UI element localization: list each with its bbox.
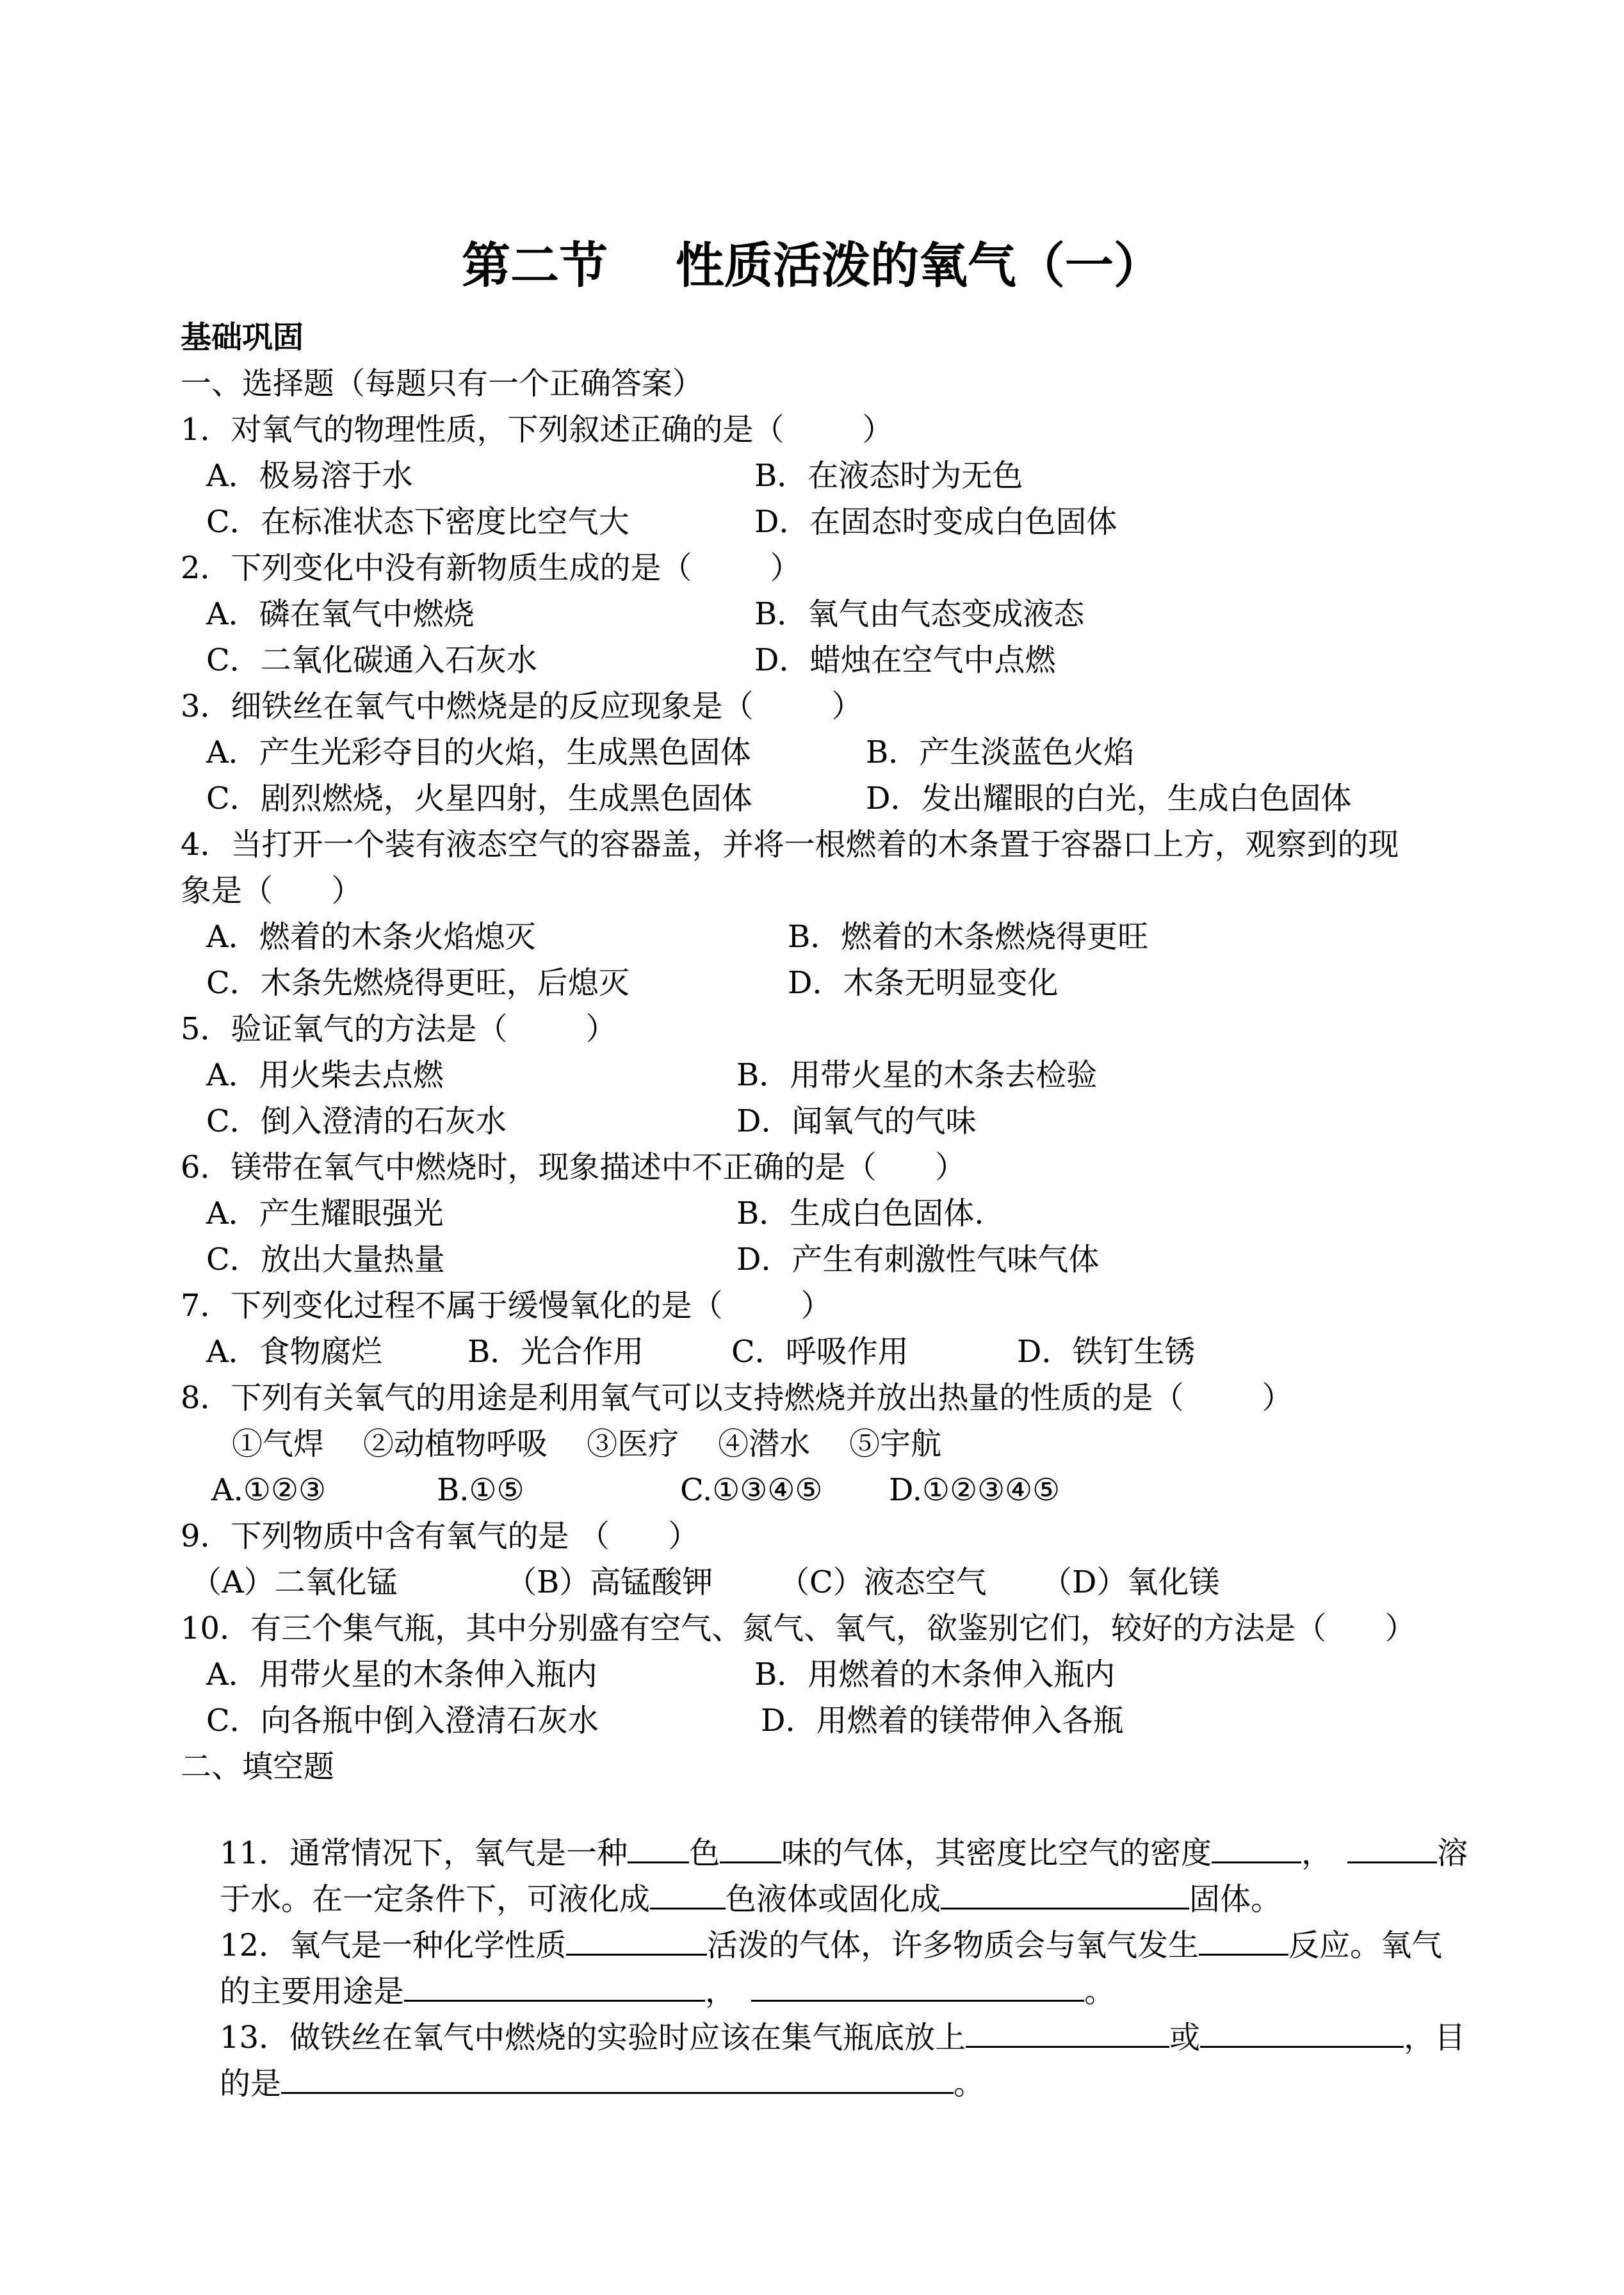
q11-text-a: 11．通常情况下，氧气是一种 [220,1835,628,1871]
q5-option-c: C．倒入澄清的石灰水 [206,1103,507,1139]
q4-option-c: C．木条先燃烧得更旺，后熄灭 [206,965,629,1001]
q2-option-d: D．蜡烛在空气中点燃 [754,642,1056,678]
q7-option-b: B．光合作用 [467,1334,644,1370]
q8-option-a: A.①②③ [211,1472,327,1508]
question-1-stem: 1．对氧气的物理性质，下列叙述正确的是（ ） [181,412,893,448]
q7-option-d: D．铁钉生锈 [1017,1334,1196,1370]
section-basic-heading: 基础巩固 [181,320,304,355]
q1-option-d: D．在固态时变成白色固体 [754,504,1117,540]
question-6-stem: 6．镁带在氧气中燃烧时，现象描述中不正确的是（ ） [181,1149,966,1185]
q11-text-h: 固体。 [1189,1881,1282,1917]
q13-text-e: 。 [954,2066,985,2102]
q11-text-c: 味的气体，其密度比空气的密度 [781,1835,1212,1871]
q6-option-c: C．放出大量热量 [206,1242,445,1277]
q8-items: ①气焊 ②动植物呼吸 ③医疗 ④潜水 ⑤宇航 [232,1426,942,1462]
page-title: 第二节 性质活泼的氧气（一） [462,237,1162,294]
q1-option-a: A．极易溶于水 [206,458,413,494]
q10-option-d: D．用燃着的镁带伸入各瓶 [761,1703,1124,1739]
q12-blank-2[interactable] [1199,1924,1288,1956]
q6-option-b: B．生成白色固体. [736,1196,984,1231]
question-7-stem: 7．下列变化过程不属于缓慢氧化的是（ ） [181,1288,832,1324]
q2-option-c: C．二氧化碳通入石灰水 [206,642,537,678]
q7-option-c: C．呼吸作用 [731,1334,909,1370]
q4-option-d: D．木条无明显变化 [788,965,1059,1001]
q4-option-b: B．燃着的木条燃烧得更旺 [788,919,1149,955]
q13-text-c: ，目 [1404,2020,1466,2056]
q8-option-c: C.①③④⑤ [680,1472,823,1508]
question-9-stem: 9．下列物质中含有氧气的是 （ ） [181,1518,699,1554]
question-2-stem: 2．下列变化中没有新物质生成的是（ ） [181,550,801,586]
question-4-stem: 4．当打开一个装有液态空气的容器盖，并将一根燃着的木条置于容器口上方，观察到的现 [181,827,1399,863]
q3-option-a: A．产生光彩夺目的火焰，生成黑色固体 [206,734,751,770]
q10-option-c: C．向各瓶中倒入澄清石灰水 [206,1703,599,1739]
q11-text-f: 于水。在一定条件下，可液化成 [220,1881,651,1917]
q9-option-b: （B）高锰酸钾 [506,1564,713,1600]
q13-blank-1[interactable] [966,2016,1169,2048]
q11-blank-4[interactable] [1347,1832,1437,1863]
q9-option-d: （D）氧化镁 [1041,1564,1220,1600]
question-5-stem: 5．验证氧气的方法是（ ） [181,1011,617,1047]
q6-option-a: A．产生耀眼强光 [206,1196,444,1231]
q12-text-a: 12．氧气是一种化学性质 [220,1927,567,1963]
q10-option-a: A．用带火星的木条伸入瓶内 [206,1657,597,1692]
q12-text-d: 的主要用途是 [220,1974,405,2009]
question-8-stem: 8．下列有关氧气的用途是利用氧气可以支持燃烧并放出热量的性质的是（ ） [181,1380,1293,1416]
q6-option-d: D．产生有刺激性气味气体 [736,1242,1100,1277]
q11-text-g: 色液体或固化成 [726,1881,941,1917]
q1-option-b: B．在液态时为无色 [754,458,1023,494]
q1-option-c: C．在标准状态下密度比空气大 [206,504,629,540]
q10-option-b: B．用燃着的木条伸入瓶内 [754,1657,1116,1692]
q13-blank-3[interactable] [281,2063,954,2094]
q5-option-b: B．用带火星的木条去检验 [736,1057,1098,1093]
q11-text-e: 溶 [1437,1835,1468,1871]
question-10-stem: 10．有三个集气瓶，其中分别盛有空气、氮气、氧气，欲鉴别它们，较好的方法是（ ） [181,1610,1416,1646]
q12-text-f: 。 [1084,1974,1116,2009]
q11-text-b: 色 [689,1835,720,1871]
q2-option-b: B．氧气由气态变成液态 [754,596,1085,632]
question-3-stem: 3．细铁丝在氧气中燃烧是的反应现象是（ ） [181,688,863,724]
q13-blank-2[interactable] [1200,2016,1404,2048]
part1-heading: 一、选择题（每题只有一个正确答案） [181,366,704,401]
q4-option-a: A．燃着的木条火焰熄灭 [206,919,536,955]
question-13-line-2 [181,2024,984,2141]
q9-option-c: （C）液态空气 [779,1564,987,1600]
q13-text-b: 或 [1169,2020,1201,2056]
q5-option-d: D．闻氧气的气味 [736,1103,977,1139]
q12-text-b: 活泼的气体，许多物质会与氧气发生 [707,1927,1199,1963]
part2-heading: 二、填空题 [181,1749,335,1785]
q8-option-d: D.①②③④⑤ [889,1472,1060,1508]
q3-option-b: B．产生淡蓝色火焰 [866,734,1135,770]
q3-option-d: D．发出耀眼的白光，生成白色固体 [866,781,1352,816]
q9-option-a: （A）二氧化锰 [191,1564,398,1600]
q8-option-b: B.①⑤ [437,1472,524,1508]
q12-text-c: 反应。氧气 [1288,1927,1443,1963]
q11-text-d: ， [1301,1835,1333,1871]
q5-option-a: A．用火柴去点燃 [206,1057,444,1093]
q2-option-a: A．磷在氧气中燃烧 [206,596,475,632]
q7-option-a: A．食物腐烂 [206,1334,382,1370]
question-4-stem-cont: 象是（ ） [181,873,362,909]
q13-text-d: 的是 [220,2066,282,2102]
q13-text-a: 13．做铁丝在氧气中燃烧的实验时应该在集气瓶底放上 [220,2020,966,2056]
q3-option-c: C．剧烈燃烧，火星四射，生成黑色固体 [206,781,752,816]
q12-text-e: ， [705,1974,736,2009]
